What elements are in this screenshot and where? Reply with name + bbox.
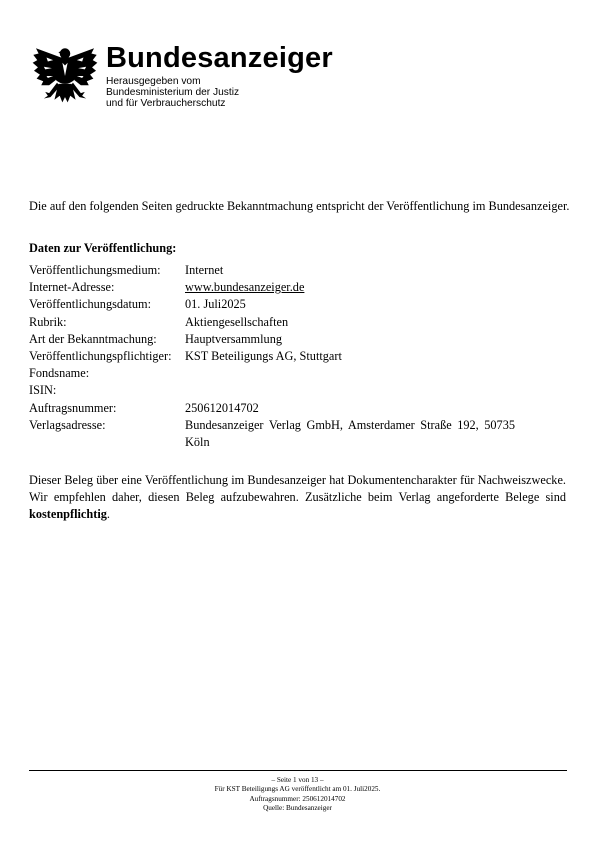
detail-row-obligated-party xyxy=(29,348,539,365)
detail-value: KST Beteiligungs AG, Stuttgart xyxy=(185,349,342,364)
subtitle-line: Herausgegeben vom xyxy=(106,76,201,87)
detail-value xyxy=(185,382,515,399)
detail-label: Rubrik: xyxy=(29,314,67,329)
detail-value: Bundesanzeiger Verlag GmbH, Amsterdamer Straße 192, 50735 Köln xyxy=(185,417,515,449)
intro-statement: Die auf den folgenden Seiten gedruckte Bekanntmachung entspricht der Veröffentlichung im Bundesanzeiger. xyxy=(29,199,570,213)
footer-published-for: Für KST Beteiligungs AG veröffentlicht am 01. Juli2025. xyxy=(214,785,381,794)
page-number: – Seite 1 von 13 – xyxy=(271,776,324,784)
document-header xyxy=(32,40,432,120)
detail-row-internet-address xyxy=(29,279,539,296)
detail-label: Veröffentlichungspflichtiger: xyxy=(29,349,172,364)
notice-end: . xyxy=(106,507,110,521)
detail-label: Internet-Adresse: xyxy=(29,280,115,295)
website-link[interactable]: www.bundesanzeiger.de xyxy=(185,280,305,295)
publisher-subtitle xyxy=(106,76,239,110)
detail-row-date xyxy=(29,296,539,313)
footer-divider xyxy=(29,770,567,771)
detail-value: 250612014702 xyxy=(185,400,259,415)
detail-label: Veröffentlichungsmedium: xyxy=(29,263,161,277)
footer-order-number: Auftragsnummer: 250612014702 xyxy=(249,794,346,803)
federal-eagle-icon xyxy=(32,43,98,109)
detail-row-isin xyxy=(29,382,539,399)
page-footer xyxy=(0,776,595,814)
detail-value: 01. Juli2025 xyxy=(185,297,246,312)
detail-row-fund-name xyxy=(29,365,539,382)
detail-value xyxy=(185,365,515,382)
subtitle-line: und für Verbraucherschutz xyxy=(106,98,226,110)
detail-value: Hauptversammlung xyxy=(185,331,282,346)
notice-emphasis: kostenpflichtig xyxy=(29,507,107,521)
publication-details xyxy=(29,262,539,451)
detail-label: Veröffentlichungsdatum: xyxy=(29,297,152,312)
detail-value xyxy=(185,279,515,296)
detail-row-publisher-address xyxy=(29,417,539,451)
subtitle-line: Bundesministerium der Justiz xyxy=(106,87,240,99)
detail-row-notice-type xyxy=(29,331,539,348)
detail-label: ISIN: xyxy=(29,383,57,398)
detail-row-medium xyxy=(29,262,539,279)
detail-value: Aktiengesellschaften xyxy=(185,314,289,329)
detail-label: Auftragsnummer: xyxy=(29,400,117,415)
detail-row-order-number xyxy=(29,400,539,417)
document-notice xyxy=(29,472,566,523)
footer-source: Quelle: Bundesanzeiger xyxy=(263,804,332,813)
detail-row-rubric xyxy=(29,314,539,331)
detail-value: Internet xyxy=(185,263,224,277)
detail-label: Verlagsadresse: xyxy=(29,417,106,432)
notice-text: Dieser Beleg über eine Veröffentlichung im Bundesanzeiger hat Dokumentencharakter für Nachweiszwecke. Wir empfehlen daher, diesen Beleg aufzubewahren. Zusätzliche beim Verlag angeforderte Belege sind xyxy=(29,473,566,504)
section-title: Daten zur Veröffentlichung: xyxy=(29,241,177,255)
detail-label: Fondsname: xyxy=(29,366,90,381)
detail-label: Art der Bekanntmachung: xyxy=(29,331,157,346)
publication-title: Bundesanzeiger xyxy=(106,42,333,74)
